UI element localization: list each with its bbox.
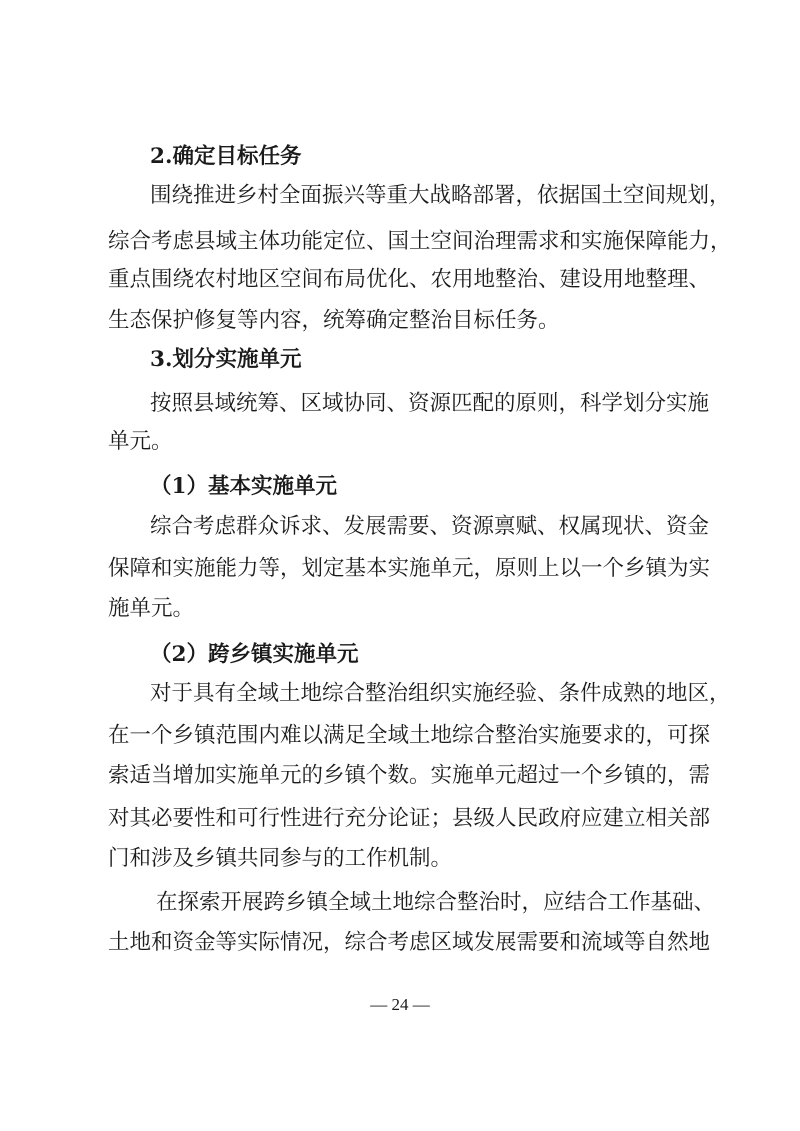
paragraph-line: 综合考虑群众诉求、发展需要、资源禀赋、权属现状、资金: [150, 514, 710, 539]
paragraph-line: 综合考虑县域主体功能定位、国土空间治理需求和实施保障能力，: [108, 229, 732, 254]
paragraph-line: 单元。: [108, 429, 173, 454]
section-heading: 2.确定目标任务: [150, 144, 302, 169]
paragraph-line: 对于具有全域土地综合整治组织实施经验、条件成熟的地区，: [150, 681, 731, 706]
paragraph-line: 土地和资金等实际情况，综合考虑区域发展需要和流域等自然地: [108, 930, 711, 955]
subsection-heading: （2）跨乡镇实施单元: [150, 642, 359, 667]
page-number: — 24 —: [370, 995, 430, 1014]
paragraph-line: 重点围绕农村地区空间布局优化、农用地整治、建设用地整理、: [108, 267, 711, 292]
section-heading: 3.划分实施单元: [150, 347, 302, 372]
paragraph-line: 按照县域统筹、区域协同、资源匹配的原则，科学划分实施: [150, 391, 710, 416]
paragraph-line: 围绕推进乡村全面振兴等重大战略部署，依据国土空间规划，: [150, 183, 731, 208]
subsection-heading: （1）基本实施单元: [150, 474, 337, 499]
paragraph-line: 生态保护修复等内容，统筹确定整治目标任务。: [108, 308, 560, 333]
paragraph-line: 施单元。: [108, 596, 195, 621]
paragraph-line: 保障和实施能力等，划定基本实施单元，原则上以一个乡镇为实: [108, 556, 711, 581]
paragraph-line: 在一个乡镇范围内难以满足全域土地综合整治实施要求的，可探: [108, 723, 711, 748]
paragraph-line: 对其必要性和可行性进行充分论证；县级人民政府应建立相关部: [108, 806, 711, 831]
paragraph-line: 在探索开展跨乡镇全域土地综合整治时，应结合工作基础、: [156, 890, 716, 915]
paragraph-line: 门和涉及乡镇共同参与的工作机制。: [108, 846, 453, 871]
paragraph-line: 索适当增加实施单元的乡镇个数。实施单元超过一个乡镇的，需: [108, 763, 711, 788]
